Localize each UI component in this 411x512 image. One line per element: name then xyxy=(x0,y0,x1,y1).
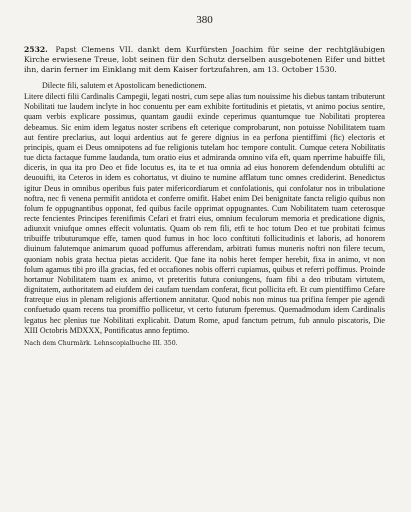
heading-text: Papst Clemens VII. dankt dem Kurfürsten Joachim für seine der rechtgläubigen Kirche erwiesene Treue, lobt seinen für den Schutz derselben ausgebotenen Eifer und bittet ihn, darin ferner im Einklang mit dem Kaiser fortzufahren, am 13. October 1530. xyxy=(24,45,385,74)
document-heading xyxy=(24,45,385,75)
salutation: Dilecte fili, salutem et Apostolicam benedictionem. xyxy=(42,81,207,90)
letter-body: Litere dilecti filii Cardinalis Campegii, legati nostri, cum sepe alias tum nouissime his diebus tantam tributerunt Nobilitati tue laudem inclyte in hoc conuentu per eam exhibite fortitudinis et pietatis, vt animo pocius sentire, quam verbis explicare possimus, quantam gaudii exinde ceperimus quantumque tue Nobilitati propterea debeamus. Sic enim idem legatus noster scribens eft ceterique comprobarunt, non potuisse Nobilitatem tuam aut fentire preclarius, aut loqui ardentius aut fe gerere dignius in ea perfona pientiffimi (fic) electoris et principis, quam ei Deus omnipotens ad fue religionis tutelam hoc tempore contulit. Cumque cetera Nobilitatis tue dicta factaque fumme laudanda, tum oratio eius et admiranda omnino vifa eft, quam nperrime habuiffe fili, diceris, in qua ita pro Deo et fide locutus es, ita te et tua omnia ad eius honorem defendendum obtulifti ac deuouifti, ita Ceteros in idem es cohortatus, vt diuino te numine afflatum tunc omnes crediderint. Benedictus igitur Deus in omnibus operibus fuis pater mifericordiarum et confolationis, qui confolatur nos in tribulatione noftra, nec fi venena permifit antidota et conferre omifit. Habet enim Dei benignitate fancta religio quibus non folum fe oppugnantibus opponat, fed quibus facile opprimat oppugnantes. Cum Nobilitatem tuam ceterosque recte fencientes Principes ferenifimis Cefari et fratri eius, omnium feculorum memoria et predicatione dignis, adiunxit vniufque omnes effecit voluntatis. Quam ob rem fili, etfi te hoc totum Deo et tue probitati fcimus tribuiffe tributurumque effe, tamen quod fumus in hoc loco conftituti follicitudinis et laboris, ad honorem diuinum falutemque animarum quoad poffumus afferendam, arbitrati fumus muneris noftri non filere tecum, quoniam nobis grata hectua pietas acciderit. Que fane ita nobis heret femper herebit, fixa in animo, vt non folum agamus tibi pro illa gracias, fed et occafiones nobis offerri cupiamus, quibus et referri poffimus. Proinde hortamur Nobilitatem tuam ex animo, vt preteritis futura coniungens, fuam fibi a deo tributam virtutem, dignitatem, authoritatem ad eiufdem dei caufam tuendam conferat, ficut pollicita eft. Et cum pientiffimo Cefare fratreque eius in plenam religionis affertionem annitatur. Quod nobis non minus tua prifina femper pie agendi confuetudo quam recens tua promiffio pollicetur, vt certo futurum fperemus. Quemadmodum idem Cardinalis legatus hec plenius tue Nobilitati explicabit. Datum Rome, apud fanctum petrum, fub annulo piscatoris, Die XIII Octobris MDXXX, Pontificatus anno feptimo. xyxy=(24,92,385,335)
document-number: 2532. xyxy=(24,45,48,54)
page-number: 380 xyxy=(196,14,213,26)
source-note: Nach dem Churmärk. Lehnscopialbuche III. 350. xyxy=(24,339,178,347)
